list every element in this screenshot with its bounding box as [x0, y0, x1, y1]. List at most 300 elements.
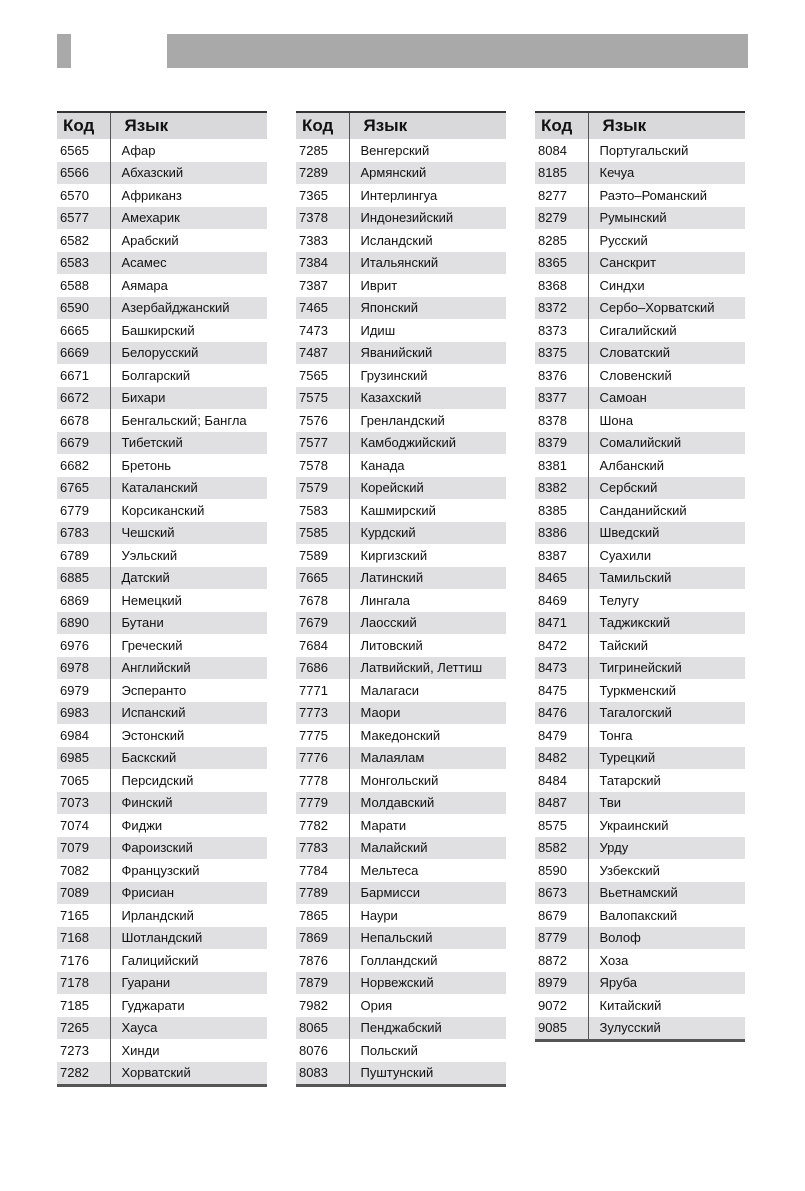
language-code-cell: 8590: [535, 859, 588, 882]
table-row: [57, 769, 267, 792]
language-name-cell: Эстонский: [121, 727, 185, 743]
language-code-cell: 8076: [296, 1039, 349, 1062]
language-name-cell: Сигалийский: [599, 322, 677, 338]
table-row: [57, 409, 267, 432]
table-row: [57, 747, 267, 770]
table-row: [57, 612, 267, 635]
language-code-cell: 7779: [296, 792, 349, 815]
language-code-cell: 7387: [296, 274, 349, 297]
header-bar: [167, 34, 748, 68]
table-row: [535, 139, 745, 162]
language-code-cell: 6885: [57, 567, 110, 590]
language-name-cell: Шведский: [588, 522, 745, 545]
language-code-cell: 8582: [535, 837, 588, 860]
language-code-cell: 7784: [296, 859, 349, 882]
language-code-cell: 6682: [57, 454, 110, 477]
table-row: [535, 274, 745, 297]
language-name-cell: Лаосский: [349, 612, 506, 635]
table-row: [57, 252, 267, 275]
table-row: [535, 1017, 745, 1041]
language-name-cell: Самоан: [588, 387, 745, 410]
table-row: [535, 994, 745, 1017]
language-name-cell: Латинский: [349, 567, 506, 590]
table-row: [535, 724, 745, 747]
language-code-cell: 8279: [535, 207, 588, 230]
language-name-cell: Норвежский: [349, 972, 506, 995]
language-code-cell: 7665: [296, 567, 349, 590]
language-name-cell: Словенский: [599, 367, 672, 383]
language-code-cell: 7686: [296, 657, 349, 680]
table-row: [57, 454, 267, 477]
language-code-cell: 7575: [296, 387, 349, 410]
language-code-cell: 7273: [57, 1039, 110, 1062]
language-name-cell: Шотландский: [110, 927, 267, 950]
language-code-cell: 6669: [57, 342, 110, 365]
table-row: [535, 477, 745, 500]
table-row: [57, 702, 267, 725]
language-code-table-1: [57, 111, 267, 1087]
language-code-cell: 7778: [296, 769, 349, 792]
language-name-cell: Лингала: [360, 592, 410, 608]
table-row: [57, 1062, 267, 1086]
table-row: [535, 297, 745, 320]
table-row: [535, 229, 745, 252]
language-name-cell: Русский: [599, 232, 648, 248]
language-code-cell: 6789: [57, 544, 110, 567]
language-name-cell: Испанский: [110, 702, 267, 725]
language-name-cell: Тагалогский: [588, 702, 745, 725]
language-code-cell: 7384: [296, 252, 349, 275]
language-code-cell: 8779: [535, 927, 588, 950]
table-row: [296, 184, 506, 207]
language-name-cell: Иврит: [360, 277, 398, 293]
language-name-cell: Интерлингуа: [360, 187, 438, 203]
table-row: [57, 544, 267, 567]
table-row: [296, 972, 506, 995]
table-row: [535, 387, 745, 410]
language-name-cell: Финский: [110, 792, 267, 815]
table-row: [296, 162, 506, 185]
table-row: [296, 432, 506, 455]
language-name-cell: Болгарский: [121, 367, 191, 383]
language-code-cell: 6890: [57, 612, 110, 635]
table-row: [296, 769, 506, 792]
language-code-cell: 8185: [535, 162, 588, 185]
table-row: [535, 184, 745, 207]
language-name-cell: Исландский: [360, 232, 433, 248]
language-code-cell: 7168: [57, 927, 110, 950]
language-name-cell: Амехарик: [110, 207, 267, 230]
language-name-cell: Яруба: [588, 972, 745, 995]
table-row: [57, 837, 267, 860]
code-column-header: Код: [535, 112, 588, 139]
table-row: [57, 859, 267, 882]
language-code-cell: 6672: [57, 387, 110, 410]
language-column-header: Язык: [349, 112, 506, 139]
language-code-cell: 8083: [296, 1062, 349, 1086]
language-name-cell: Шона: [599, 412, 634, 428]
language-code-cell: 6869: [57, 589, 110, 612]
table-row: [296, 792, 506, 815]
language-code-cell: 7876: [296, 949, 349, 972]
language-code-cell: 7165: [57, 904, 110, 927]
table-row: [57, 499, 267, 522]
language-name-cell: Раэто–Романский: [599, 187, 707, 203]
language-code-cell: 6590: [57, 297, 110, 320]
table-row: [296, 139, 506, 162]
language-name-cell: Бенгальский; Бангла: [121, 412, 247, 428]
table-row: [296, 567, 506, 590]
language-code-cell: 6984: [57, 724, 110, 747]
table-row: [296, 589, 506, 612]
table-row: [57, 207, 267, 230]
table-row: [296, 274, 506, 297]
language-name-cell: Идиш: [360, 322, 396, 338]
table-row: [296, 229, 506, 252]
table-row: [535, 949, 745, 972]
language-code-cell: 7589: [296, 544, 349, 567]
code-column-header: Код: [57, 112, 110, 139]
language-name-cell: Бихари: [110, 387, 267, 410]
language-name-cell: Грузинский: [360, 367, 428, 383]
language-column-header: Язык: [588, 112, 745, 139]
language-name-cell: Тамильский: [588, 567, 745, 590]
table-row: [57, 634, 267, 657]
language-code-cell: 7577: [296, 432, 349, 455]
language-code-cell: 6665: [57, 319, 110, 342]
language-code-cell: 6978: [57, 657, 110, 680]
language-name-cell: Монгольский: [360, 772, 439, 788]
language-name-cell: Пенджабский: [349, 1017, 506, 1040]
table-row: [57, 949, 267, 972]
language-name-cell: Галицийский: [121, 952, 199, 968]
language-name-cell: Камбоджийский: [349, 432, 506, 455]
language-name-cell: Малайский: [349, 837, 506, 860]
language-name-cell: Французский: [121, 862, 200, 878]
table-row: [296, 612, 506, 635]
language-code-cell: 8377: [535, 387, 588, 410]
language-code-cell: 8575: [535, 814, 588, 837]
language-name-cell: Тибетский: [110, 432, 267, 455]
language-code-cell: 8386: [535, 522, 588, 545]
language-name-cell: Персидский: [121, 772, 194, 788]
language-code-cell: 8376: [535, 364, 588, 387]
language-name-cell: Канада: [360, 457, 405, 473]
language-name-cell: Малаялам: [349, 747, 506, 770]
table-row: [57, 319, 267, 342]
table-row: [57, 364, 267, 387]
language-name-cell: Суахили: [599, 547, 652, 563]
language-code-cell: 8372: [535, 297, 588, 320]
language-name-cell: Английский: [110, 657, 267, 680]
code-column-header: Код: [296, 112, 349, 139]
table-row: [296, 994, 506, 1017]
language-name-cell: Сербо–Хорватский: [588, 297, 745, 320]
table-row: [57, 679, 267, 702]
language-code-cell: 7879: [296, 972, 349, 995]
language-name-cell: Санданийский: [599, 502, 687, 518]
language-code-cell: 6671: [57, 364, 110, 387]
language-code-cell: 8385: [535, 499, 588, 522]
language-name-cell: Датский: [110, 567, 267, 590]
language-code-cell: 7465: [296, 297, 349, 320]
language-code-cell: 7789: [296, 882, 349, 905]
table-row: [535, 657, 745, 680]
table-row: [296, 859, 506, 882]
table-row: [57, 994, 267, 1017]
table-row: [535, 612, 745, 635]
language-code-cell: 8378: [535, 409, 588, 432]
language-name-cell: Малагаси: [360, 682, 419, 698]
language-code-cell: 7282: [57, 1062, 110, 1086]
language-code-cell: 8368: [535, 274, 588, 297]
language-name-cell: Корсиканский: [121, 502, 205, 518]
table-row: [57, 387, 267, 410]
language-name-cell: Асамес: [110, 252, 267, 275]
language-name-cell: Тайский: [599, 637, 649, 653]
table-row: [535, 679, 745, 702]
table-row: [535, 544, 745, 567]
language-code-cell: 6583: [57, 252, 110, 275]
language-code-cell: 7982: [296, 994, 349, 1017]
language-name-cell: Гуарани: [110, 972, 267, 995]
language-name-cell: Кашмирский: [360, 502, 436, 518]
language-name-cell: Польский: [360, 1042, 418, 1058]
language-code-cell: 8469: [535, 589, 588, 612]
language-name-cell: Тви: [588, 792, 745, 815]
language-code-cell: 8476: [535, 702, 588, 725]
table-row: [535, 814, 745, 837]
table-row: [296, 1062, 506, 1086]
table-row: [57, 567, 267, 590]
table-row: [57, 814, 267, 837]
language-code-cell: 8479: [535, 724, 588, 747]
language-name-cell: Армянский: [349, 162, 506, 185]
table-row: [535, 252, 745, 275]
language-code-cell: 8387: [535, 544, 588, 567]
language-name-cell: Наури: [360, 907, 398, 923]
table-row: [296, 342, 506, 365]
table-row: [296, 747, 506, 770]
table-row: [57, 297, 267, 320]
language-name-cell: Марати: [360, 817, 407, 833]
language-code-cell: 7176: [57, 949, 110, 972]
language-name-cell: Маори: [349, 702, 506, 725]
language-name-cell: Македонский: [360, 727, 441, 743]
language-code-cell: 7579: [296, 477, 349, 500]
table-row: [296, 679, 506, 702]
language-column-header: Язык: [110, 112, 267, 139]
table-row: [57, 904, 267, 927]
language-code-cell: 6765: [57, 477, 110, 500]
table-row: [57, 972, 267, 995]
table-row: [535, 589, 745, 612]
language-name-cell: Немецкий: [121, 592, 182, 608]
language-name-cell: Непальский: [349, 927, 506, 950]
table-row: [57, 1017, 267, 1040]
table-row: [57, 927, 267, 950]
table-row: [57, 342, 267, 365]
language-name-cell: Курдский: [349, 522, 506, 545]
table-row: [296, 544, 506, 567]
language-name-cell: Арабский: [121, 232, 179, 248]
language-name-cell: Чешский: [110, 522, 267, 545]
table-row: [57, 522, 267, 545]
language-code-cell: 7783: [296, 837, 349, 860]
language-name-cell: Турецкий: [588, 747, 745, 770]
language-code-cell: 8979: [535, 972, 588, 995]
table-row: [57, 184, 267, 207]
language-name-cell: Абхазский: [110, 162, 267, 185]
language-name-cell: Хорватский: [110, 1062, 267, 1086]
language-name-cell: Албанский: [599, 457, 665, 473]
table-row: [296, 927, 506, 950]
table-row: [57, 792, 267, 815]
language-name-cell: Хауса: [110, 1017, 267, 1040]
table-row: [296, 364, 506, 387]
table-row: [535, 769, 745, 792]
language-code-cell: 7378: [296, 207, 349, 230]
language-code-cell: 7265: [57, 1017, 110, 1040]
language-name-cell: Сербский: [588, 477, 745, 500]
language-code-cell: 6976: [57, 634, 110, 657]
language-code-cell: 7578: [296, 454, 349, 477]
table-row: [535, 634, 745, 657]
language-name-cell: Хинди: [121, 1042, 160, 1058]
language-code-cell: 8285: [535, 229, 588, 252]
language-code-cell: 8872: [535, 949, 588, 972]
language-name-cell: Мельтеса: [360, 862, 419, 878]
table-row: [535, 882, 745, 905]
language-name-cell: Украинский: [599, 817, 669, 833]
language-code-cell: 6588: [57, 274, 110, 297]
table-row: [535, 522, 745, 545]
language-name-cell: Литовский: [360, 637, 423, 653]
language-code-cell: 7865: [296, 904, 349, 927]
table-row: [296, 1017, 506, 1040]
table-row: [57, 1039, 267, 1062]
language-code-cell: 6582: [57, 229, 110, 252]
language-name-cell: Узбекский: [599, 862, 660, 878]
table-row: [535, 702, 745, 725]
language-name-cell: Каталанский: [110, 477, 267, 500]
language-name-cell: Индонезийский: [349, 207, 506, 230]
language-code-cell: 6979: [57, 679, 110, 702]
table-row: [535, 747, 745, 770]
table-row: [296, 297, 506, 320]
language-code-cell: 6678: [57, 409, 110, 432]
language-code-cell: 8472: [535, 634, 588, 657]
language-name-cell: Синдхи: [599, 277, 645, 293]
table-row: [57, 724, 267, 747]
table-row: [535, 342, 745, 365]
language-code-cell: 7576: [296, 409, 349, 432]
language-name-cell: Голландский: [360, 952, 438, 968]
language-name-cell: Молдавский: [349, 792, 506, 815]
language-code-cell: 7383: [296, 229, 349, 252]
language-code-cell: 7775: [296, 724, 349, 747]
language-name-cell: Туркменский: [599, 682, 677, 698]
table-row: [57, 274, 267, 297]
table-row: [535, 432, 745, 455]
language-name-cell: Китайский: [599, 997, 662, 1013]
language-code-cell: 7583: [296, 499, 349, 522]
language-code-cell: 8487: [535, 792, 588, 815]
table-row: [296, 882, 506, 905]
language-code-cell: 6985: [57, 747, 110, 770]
table-row: [535, 207, 745, 230]
language-name-cell: Урду: [588, 837, 745, 860]
language-name-cell: Хоза: [599, 952, 629, 968]
language-name-cell: Африканз: [121, 187, 182, 203]
language-code-cell: 6779: [57, 499, 110, 522]
table-row: [57, 162, 267, 185]
language-code-cell: 8484: [535, 769, 588, 792]
language-code-cell: 6570: [57, 184, 110, 207]
language-code-cell: 8381: [535, 454, 588, 477]
language-name-cell: Татарский: [599, 772, 661, 788]
table-row: [296, 409, 506, 432]
table-row: [296, 837, 506, 860]
table-row: [296, 499, 506, 522]
language-name-cell: Санскрит: [588, 252, 745, 275]
table-row: [296, 319, 506, 342]
table-row: [57, 657, 267, 680]
language-code-cell: 7684: [296, 634, 349, 657]
language-code-cell: 7782: [296, 814, 349, 837]
language-code-cell: 8379: [535, 432, 588, 455]
language-name-cell: Японский: [349, 297, 506, 320]
language-name-cell: Вьетнамский: [588, 882, 745, 905]
language-name-cell: Афар: [121, 142, 156, 158]
language-name-cell: Ория: [360, 997, 393, 1013]
language-name-cell: Сомалийский: [588, 432, 745, 455]
table-row: [535, 567, 745, 590]
language-name-cell: Тонга: [599, 727, 633, 743]
language-code-cell: 8084: [535, 139, 588, 162]
language-name-cell: Яванийский: [349, 342, 506, 365]
language-name-cell: Телугу: [599, 592, 639, 608]
language-name-cell: Киргизский: [360, 547, 428, 563]
language-code-cell: 7776: [296, 747, 349, 770]
language-name-cell: Бутани: [110, 612, 267, 635]
language-code-cell: 7585: [296, 522, 349, 545]
language-code-cell: 7082: [57, 859, 110, 882]
table-row: [535, 319, 745, 342]
language-code-cell: 7079: [57, 837, 110, 860]
language-name-cell: Фароизский: [110, 837, 267, 860]
language-name-cell: Греческий: [121, 637, 183, 653]
language-name-cell: Казахский: [349, 387, 506, 410]
language-code-cell: 7773: [296, 702, 349, 725]
language-code-cell: 9085: [535, 1017, 588, 1041]
table-row: [535, 904, 745, 927]
language-code-cell: 8382: [535, 477, 588, 500]
table-row: [296, 207, 506, 230]
language-name-cell: Волоф: [588, 927, 745, 950]
language-name-cell: Румынский: [588, 207, 745, 230]
language-code-cell: 7473: [296, 319, 349, 342]
table-row: [535, 792, 745, 815]
language-name-cell: Фрисиан: [110, 882, 267, 905]
language-code-cell: 6577: [57, 207, 110, 230]
language-code-cell: 8673: [535, 882, 588, 905]
language-name-cell: Кечуа: [588, 162, 745, 185]
table-row: [57, 477, 267, 500]
language-name-cell: Итальянский: [349, 252, 506, 275]
language-name-cell: Аямара: [121, 277, 168, 293]
language-name-cell: Азербайджанский: [110, 297, 267, 320]
